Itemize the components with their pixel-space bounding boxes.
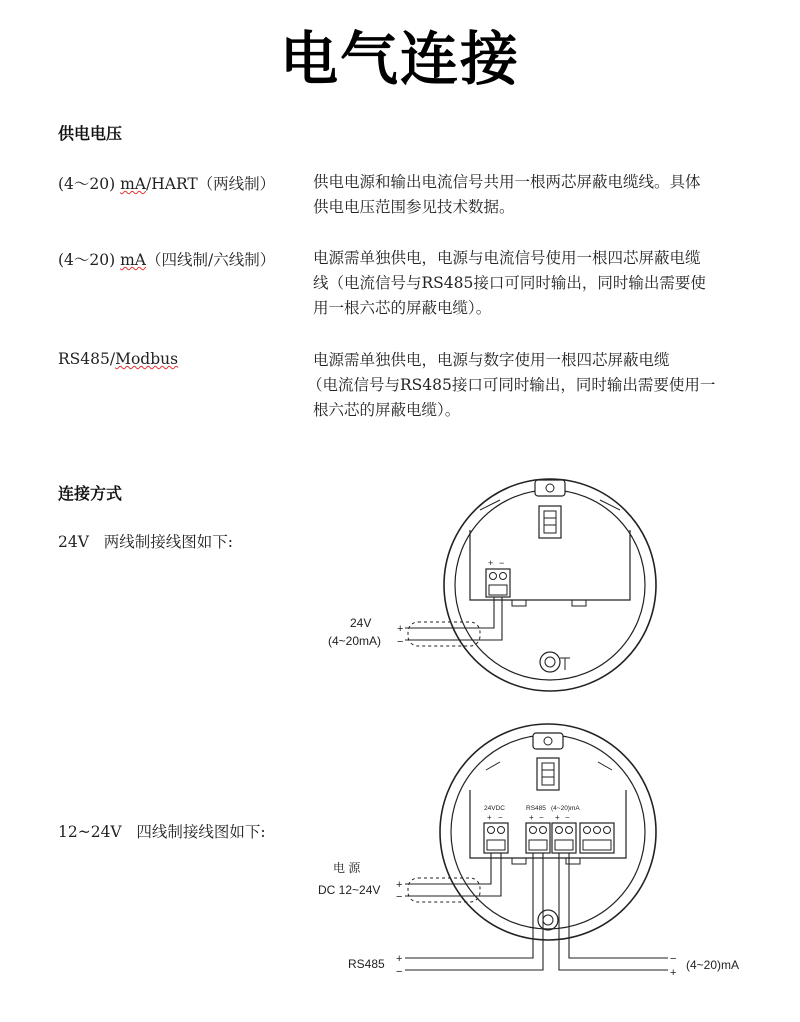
connection-method-heading: 连接方式 <box>58 484 123 503</box>
power-plus-mark: + <box>396 879 403 891</box>
terminal-minus-mark: − <box>539 813 544 822</box>
supply-voltage-heading: 供电电压 <box>58 124 123 143</box>
supply-voltage-label: 24V <box>350 616 372 630</box>
current-output-label: (4~20)mA <box>686 958 740 972</box>
description-line: 线（电流信号与RS485接口可同时输出，同时输出需要使 <box>313 274 706 292</box>
rs485-minus-mark: − <box>396 966 403 978</box>
current-output-label: (4~20mA) <box>328 634 382 648</box>
label-unit: Modbus <box>115 350 179 368</box>
terminal-block-24vdc <box>484 823 508 853</box>
four-wire-caption: 12~24V 四线制接线图如下: <box>58 823 266 841</box>
top-lug <box>533 733 563 749</box>
terminal-minus-mark: − <box>498 813 503 822</box>
terminal-rs485-label: RS485 <box>526 805 546 812</box>
label-prefix: (4～20) <box>58 175 121 193</box>
description-line: 供电电压范围参见技术数据。 <box>313 198 515 216</box>
ground-screw <box>538 910 558 930</box>
terminal-plus-mark: + <box>488 558 494 568</box>
board-tab <box>566 858 580 864</box>
label-suffix: /HART（两线制） <box>146 175 276 193</box>
terminal-block-rs485 <box>526 823 550 853</box>
terminal-24vdc-label: 24VDC <box>484 805 505 812</box>
wire-minus-mark: − <box>397 636 404 648</box>
description-line: 用一根六芯的屏蔽电缆）。 <box>313 299 492 317</box>
description-line: 电源需单独供电，电源与电流信号使用一根四芯屏蔽电缆 <box>313 249 701 267</box>
label-unit: mA <box>120 175 147 193</box>
rs485-plus-mark: + <box>396 953 403 965</box>
current-wire-minus <box>569 853 668 958</box>
terminal-plus-mark: + <box>529 813 534 822</box>
description-line: 根六芯的屏蔽电缆）。 <box>313 401 461 419</box>
label-prefix: (4～20) <box>58 251 121 269</box>
terminal-current-label: (4~20)mA <box>551 805 580 812</box>
page-title: 电气连接 <box>279 25 520 93</box>
power-cable-shield <box>408 878 480 902</box>
rs485-label: RS485 <box>348 957 385 971</box>
power-voltage-label: DC 12~24V <box>318 883 381 897</box>
two-wire-caption: 24V 两线制接线图如下: <box>58 533 233 551</box>
label-prefix: RS485/ <box>58 350 116 368</box>
terminal-minus-mark: − <box>565 813 570 822</box>
power-wire-minus <box>405 853 501 896</box>
current-minus-mark: − <box>670 953 677 965</box>
terminal-minus-mark: − <box>499 558 505 568</box>
ground-screw-head <box>543 915 553 925</box>
terminal-plus-mark: + <box>487 813 492 822</box>
description-line: 电源需单独供电，电源与数字使用一根四芯屏蔽电缆 <box>313 351 670 369</box>
label-unit: mA <box>120 251 147 269</box>
description-line: 供电电源和输出电流信号共用一根两芯屏蔽电缆线。具体 <box>313 173 701 191</box>
wire-plus-mark: + <box>397 623 404 635</box>
current-wire-plus <box>559 853 668 970</box>
board-tab <box>512 858 526 864</box>
terminal-plus-mark: + <box>555 813 560 822</box>
power-minus-mark: − <box>396 891 403 903</box>
terminal-block-current <box>552 823 576 853</box>
power-label: 电 源 <box>333 861 361 875</box>
current-plus-mark: + <box>670 967 677 979</box>
description-line: （电流信号与RS485接口可同时输出，同时输出需要使用一 <box>307 376 716 394</box>
label-suffix: （四线制/六线制） <box>146 251 276 269</box>
